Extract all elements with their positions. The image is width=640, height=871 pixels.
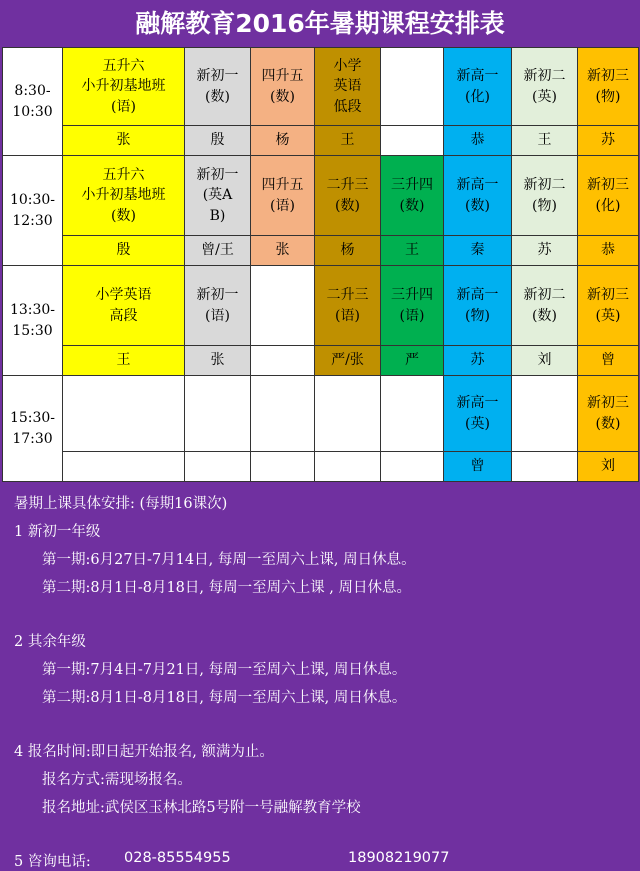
teacher-cell: 严 [381,346,444,376]
course-cell: 新初二 (物) [512,156,578,236]
teacher-cell [251,346,315,376]
section1-title: 1 新初一年级 [14,524,101,540]
time-slot: 8:30- 10:30 [3,48,63,156]
course-cell: 新初三 (化) [578,156,639,236]
course-cell: 三升四 (数) [381,156,444,236]
notes-heading: 暑期上课具体安排: (每期16课次) [14,496,228,512]
course-cell: 小学 英语 低段 [315,48,381,126]
course-cell: 新初一 (语) [185,266,251,346]
time-slot: 13:30- 15:30 [3,266,63,376]
course-row [3,376,639,452]
time-slot: 15:30- 17:30 [3,376,63,482]
section2-title: 2 其余年级 [14,634,86,650]
teacher-row [3,452,639,482]
teacher-cell: 刘 [578,452,639,482]
course-cell: 新初三 (数) [578,376,639,452]
course-cell: 新初三 (英) [578,266,639,346]
page-title: 融解教育2016年暑期课程安排表 [135,9,505,38]
course-cell: 新高一 (英) [444,376,512,452]
course-row [3,156,639,236]
section2-term1: 第一期:7月4日-7月21日, 每周一至周六上课, 周日休息。 [42,662,407,678]
teacher-cell: 王 [63,346,185,376]
course-cell [185,376,251,452]
teacher-cell [381,452,444,482]
teacher-cell: 王 [315,126,381,156]
teacher-cell: 恭 [578,236,639,266]
teacher-cell: 杨 [251,126,315,156]
teacher-cell: 张 [251,236,315,266]
course-cell: 新高一 (数) [444,156,512,236]
section2-term2: 第二期:8月1日-8月18日, 每周一至周六上课, 周日休息。 [42,690,407,706]
course-cell [251,266,315,346]
teacher-cell: 殷 [63,236,185,266]
course-cell: 新高一 (化) [444,48,512,126]
teacher-cell: 曾 [444,452,512,482]
teacher-cell: 苏 [578,126,639,156]
course-cell: 小学英语 高段 [63,266,185,346]
teacher-cell: 殷 [185,126,251,156]
section1-term2: 第二期:8月1日-8月18日, 每周一至周六上课 , 周日休息。 [42,580,411,596]
course-cell: 二升三 (语) [315,266,381,346]
phone-number-2: 18908219077 [348,850,450,866]
teacher-cell: 张 [63,126,185,156]
course-cell [381,376,444,452]
course-cell [512,376,578,452]
course-cell: 四升五 (语) [251,156,315,236]
phone-number-1: 028-85554955 [124,850,231,866]
teacher-row [3,346,639,376]
teacher-cell [512,452,578,482]
teacher-cell: 恭 [444,126,512,156]
teacher-cell: 曾 [578,346,639,376]
teacher-cell: 张 [185,346,251,376]
teacher-cell: 苏 [512,236,578,266]
teacher-cell: 杨 [315,236,381,266]
teacher-cell: 严/张 [315,346,381,376]
course-cell [381,48,444,126]
section1-term1: 第一期:6月27日-7月14日, 每周一至周六上课, 周日休息。 [42,552,416,568]
course-row [3,266,639,346]
course-cell: 新高一 (物) [444,266,512,346]
teacher-row [3,236,639,266]
schedule-table [2,47,639,482]
time-slot: 10:30- 12:30 [3,156,63,266]
course-cell: 新初一 (数) [185,48,251,126]
course-cell [63,376,185,452]
enroll-address: 报名地址:武侯区玉林北路5号附一号融解教育学校 [42,800,361,816]
course-cell: 新初二 (英) [512,48,578,126]
teacher-cell: 苏 [444,346,512,376]
teacher-cell: 曾/王 [185,236,251,266]
course-cell: 二升三 (数) [315,156,381,236]
teacher-cell [251,452,315,482]
teacher-cell [315,452,381,482]
teacher-cell: 王 [381,236,444,266]
course-cell: 新初一 (英A B) [185,156,251,236]
teacher-cell: 王 [512,126,578,156]
course-cell [251,376,315,452]
course-cell [315,376,381,452]
course-row [3,48,639,126]
course-cell: 新初三 (物) [578,48,639,126]
course-cell: 四升五 (数) [251,48,315,126]
enroll-method: 报名方式:需现场报名。 [42,772,192,788]
course-cell: 三升四 (语) [381,266,444,346]
contact-label: 5 咨询电话: [14,854,91,870]
course-cell: 新初二 (数) [512,266,578,346]
teacher-cell: 秦 [444,236,512,266]
enroll-time: 4 报名时间:即日起开始报名, 额满为止。 [14,744,274,760]
teacher-cell [381,126,444,156]
teacher-cell [185,452,251,482]
teacher-row [3,126,639,156]
course-cell: 五升六 小升初基地班 (数) [63,156,185,236]
teacher-cell [63,452,185,482]
teacher-cell: 刘 [512,346,578,376]
course-cell: 五升六 小升初基地班 (语) [63,48,185,126]
